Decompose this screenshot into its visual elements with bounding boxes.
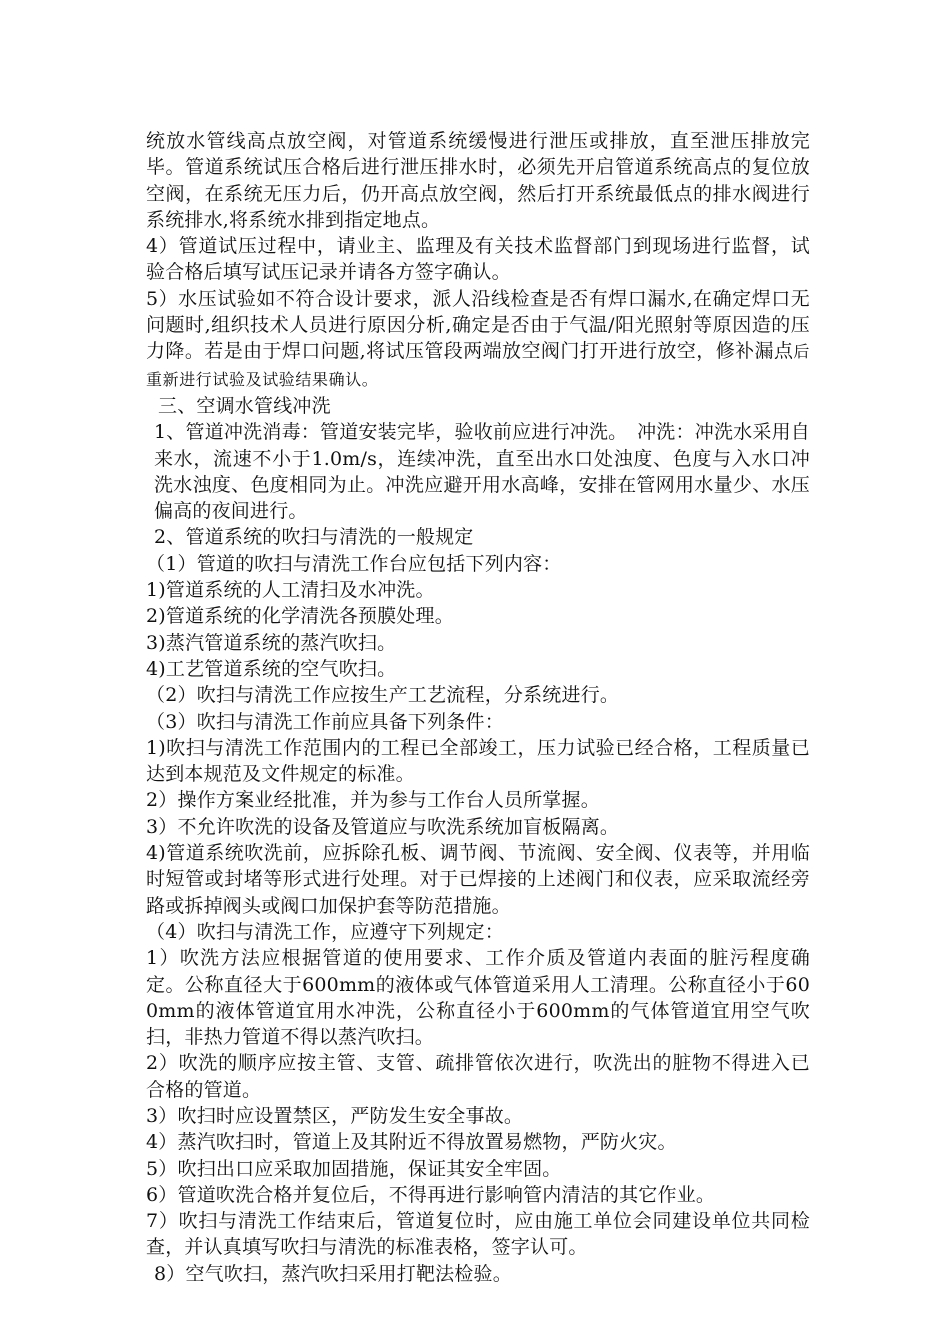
paragraph-item-5-tail-text: 后重新进行试验及试验结果确认。: [146, 342, 810, 389]
list-item: 4)工艺管道系统的空气吹扫。: [146, 657, 397, 680]
list-item: 3）吹扫时应设置禁区，严防发生安全事故。: [146, 1104, 524, 1127]
paragraph-rule-1: （1）管道的吹扫与清洗工作台应包括下列内容：: [146, 552, 562, 575]
list-item: 2）操作方案业经批准，并为参与工作台人员所掌握。: [146, 789, 600, 812]
list-item: 7）吹扫与清洗工作结束后，管道复位时，应由施工单位会同建设单位共同检查，并认真填写吹扫与清洗的标准表格，签字认可。: [146, 1210, 810, 1259]
paragraph-rule-3: （3）吹扫与清洗工作前应具备下列条件：: [146, 710, 504, 733]
list-item: 8）空气吹扫，蒸汽吹扫采用打靶法检验。: [154, 1262, 512, 1285]
paragraph-flushing-disinfection: 1、管道冲洗消毒：管道安装完毕，验收前应进行冲洗。 冲洗：冲洗水采用自来水，流速不小于1.0m/s，连续冲洗，直至出水口处浊度、色度与入水口冲洗水浊度、色度相同为止。冲洗应避开用水高峰，安排在管网用水量少、水压偏高的夜间进行。: [154, 421, 810, 523]
list-item: 1）吹洗方法应根据管道的使用要求、工作介质及管道内表面的脏污程度确定。公称直径大于600mm的液体或气体管道采用人工清理。公称直径小于600mm的液体管道宜用水冲洗，公称直径小于600mm的气体管道宜用空气吹扫，非热力管道不得以蒸汽吹扫。: [146, 947, 810, 1049]
list-item: 1)管道系统的人工清扫及水冲洗。: [146, 579, 435, 602]
list-item: 2)管道系统的化学清洗各预膜处理。: [146, 605, 454, 628]
paragraph-item-4-supervision: 4）管道试压过程中，请业主、监理及有关技术监督部门到现场进行监督，试验合格后填写试压记录并请各方签字确认。: [146, 235, 810, 284]
list-item: 3)蒸汽管道系统的蒸汽吹扫。: [146, 631, 397, 654]
list-item: 1)吹扫与清洗工作范围内的工程已全部竣工，压力试验已经合格，工程质量已达到本规范及文件规定的标准。: [146, 736, 810, 786]
paragraph-rule-2: （2）吹扫与清洗工作应按生产工艺流程，分系统进行。: [146, 684, 620, 707]
list-item: 5）吹扫出口应采取加固措施，保证其安全牢固。: [146, 1157, 562, 1180]
list-item: 3）不允许吹洗的设备及管道应与吹洗系统加盲板隔离。: [146, 815, 620, 838]
list-item: 4)管道系统吹洗前，应拆除孔板、调节阀、节流阀、安全阀、仪表等，并用临时短管或封堵等形式进行处理。对于已焊接的上述阀门和仪表，应采取流经旁路或拆掉阀头或阀口加保护套等防范措施。: [146, 842, 810, 917]
paragraph-item-5-main-text: 5）水压试验如不符合设计要求，派人沿线检查是否有焊口漏水,在确定焊口无问题时,组织技术人员进行原因分析,确定是否由于气温/阳光照射等原因造的压力降。若是由于焊口问题,将试压管段两端放空阀门打开进行放空，修补漏点: [146, 287, 810, 363]
paragraph-pressure-release: 统放水管线高点放空阀，对管道系统缓慢进行泄压或排放，直至泄压排放完毕。管道系统试压合格后进行泄压排水时，必须先开启管道系统高点的复位放空阀，在系统无压力后，仍开高点放空阀，然后打开系统最低点的排水阀进行系统排水,将系统水排到指定地点。: [146, 130, 810, 231]
list-item: 6）管道吹洗合格并复位后，不得再进行影响管内清洁的其它作业。: [146, 1183, 716, 1206]
paragraph-item-5-hydrostatic-test: [146, 286, 810, 393]
document-body: [146, 128, 810, 1287]
list-item: 4）蒸汽吹扫时，管道上及其附近不得放置易燃物，严防火灾。: [146, 1131, 677, 1154]
subheading-blowing-cleaning-rules: 2、管道系统的吹扫与清洗的一般规定: [154, 526, 474, 549]
paragraph-rule-4: （4）吹扫与清洗工作，应遵守下列规定：: [146, 920, 504, 943]
section-heading-3: 三、空调水管线冲洗: [158, 394, 331, 417]
list-item: 2）吹洗的顺序应按主管、支管、疏排管依次进行，吹洗出的脏物不得进入已合格的管道。: [146, 1052, 810, 1101]
